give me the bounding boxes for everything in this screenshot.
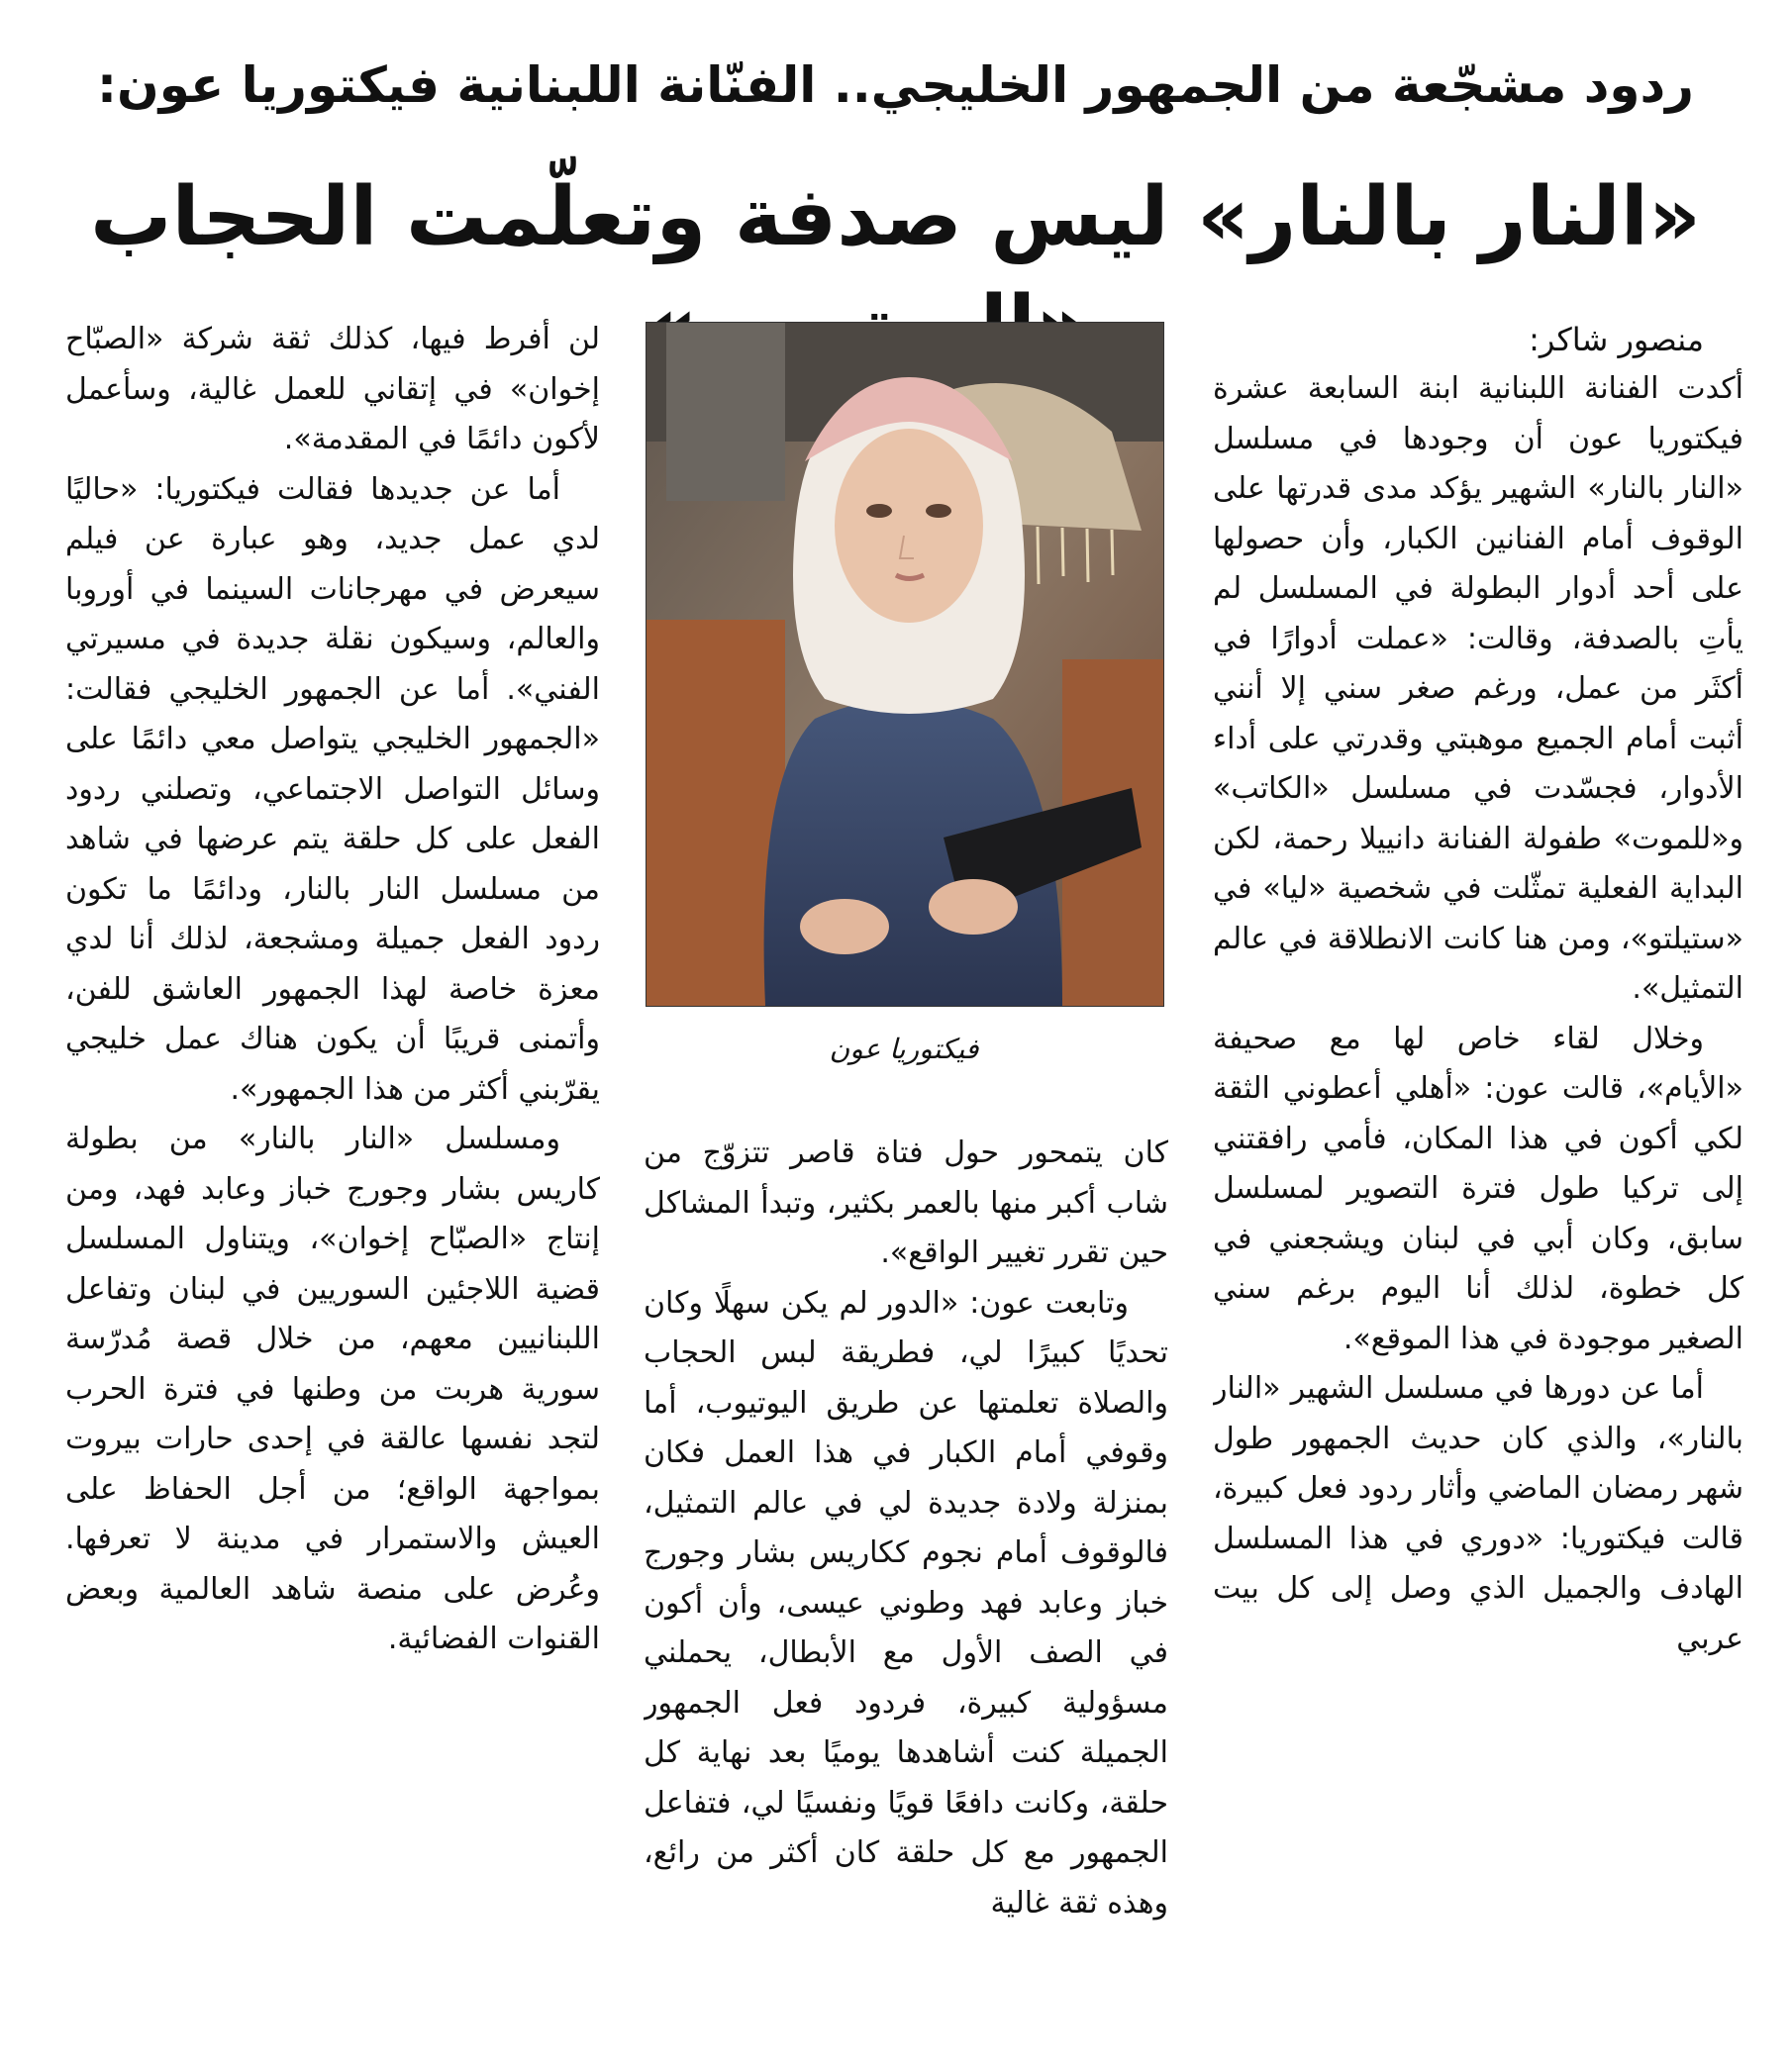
paragraph: وخلال لقاء خاص لها مع صحيفة «الأيام»، قالت عون: «أهلي أعطوني الثقة لكي أكون في هذا المكان، فأمي رافقتني إلى تركيا طول فترة التصوير لمسلسل سابق، وكان أبي في لبنان ويشجعني في كل خطوة، لذلك أنا اليوم برغم سني الصغير موجودة في هذا الموقع». [1213,1021,1743,1356]
article-kicker: ردود مشجّعة من الجمهور الخليجي.. الفنّانة اللبنانية فيكتوريا عون: [97,56,1694,114]
byline: منصور شاكر: [1529,321,1704,358]
paragraph: ومسلسل «النار بالنار» من بطولة كاريس بشار وجورج خباز وعابد فهد، ومن إنتاج «الصبّاح إخوان»، ويتناول المسلسل قضية اللاجئين السوريين في لبنان وتفاعل اللبنانيين معهم، من خلال قصة مُدرّسة سورية هربت من وطنها في فترة الحرب لتجد نفسها عالقة في إحدى حارات بيروت بمواجهة الواقع؛ من أجل الحفاظ على العيش والاستمرار في مدينة لا تعرفها. وعُرض على منصة شاهد العالمية وبعض القنوات الفضائية. [65,1122,600,1656]
paragraph: أما عن دورها في مسلسل الشهير «النار بالنار»، والذي كان حديث الجمهور طول شهر رمضان الماضي وأثار ردود فعل كبيرة، قالت فيكتوريا: «دوري في هذا المسلسل الهادف والجميل الذي وصل إلى كل بيت عربي [1213,1371,1743,1656]
portrait-illustration [647,323,1163,1006]
paragraph: أكدت الفنانة اللبنانية ابنة السابعة عشرة فيكتوريا عون أن وجودها في مسلسل «النار بالنار» الشهير يؤكد مدى قدرتها على الوقوف أمام الفنانين الكبار، وأن حصولها على أحد أدوار البطولة في المسلسل لم يأتِ بالصدفة، وقالت: «عملت أدوارًا في أكثَر من عمل، ورغم صغر سني إلا أنني أثبت أمام الجميع موهبتي وقدرتي على أداء الأدوار، فجسّدت في مسلسل «الكاتب» و«للموت» طفولة الفنانة دانييلا رحمة، لكن البداية الفعلية تمثّلت في شخصية «ليا» في «ستيلتو»، ومن هنا كانت الانطلاقة في عالم التمثيل». [1213,371,1743,1006]
paragraph: لن أفرط فيها، كذلك ثقة شركة «الصبّاح إخوان» في إتقاني للعمل غالية، وسأعمل لأكون دائمًا في المقدمة». [65,322,600,456]
article-photo [646,322,1164,1007]
column-middle [644,1129,1168,2057]
paragraph: أما عن جديدها فقالت فيكتوريا: «حاليًا لدي عمل جديد، وهو عبارة عن فيلم سيعرض في مهرجانات السينما في أوروبا والعالم، وسيكون نقلة جديدة في مسيرتي الفني». أما عن الجمهور الخليجي فقالت: «الجمهور الخليجي يتواصل معي دائمًا على وسائل التواصل الاجتماعي، وتصلني ردود الفعل على كل حلقة يتم عرضها في شاهد من مسلسل النار بالنار، ودائمًا ما تكون ردود الفعل جميلة ومشجعة، لذلك أنا لدي معزة خاصة لهذا الجمهور العاشق للفن، وأتمنى قريبًا أن يكون هناك عمل خليجي يقرّبني أكثر من هذا الجمهور». [65,471,600,1107]
article-headline: «النار بالنار» ليس صدفة وتعلّمت الحجاب [90,170,1701,264]
paragraph: وتابعت عون: «الدور لم يكن سهلًا وكان تحديًا كبيرًا لي، فطريقة لبس الحجاب والصلاة تعلمتها عن طريق اليوتيوب، أما وقوفي أمام الكبار في هذا العمل فكان بمنزلة ولادة جديدة لي في عالم التمثيل، فالوقوف أمام نجوم ككاريس بشار وجورج خباز وعابد فهد وطوني عيسى، وأن أكون في الصف الأول مع الأبطال، يحملني مسؤولية كبيرة، فردود فعل الجمهور الجميلة كنت أشاهدها يوميًا بعد نهاية كل حلقة، وكانت دافعًا قويًا ونفسيًا لي، فتفاعل الجمهور مع كل حلقة كان أكثر من رائع، وهذه ثقة غالية [644,1285,1168,1921]
column-left [65,315,600,2057]
photo-caption: فيكتوريا عون [829,1033,979,1065]
column-right [1213,315,1743,2057]
paragraph: كان يتمحور حول فتاة قاصر تتزوّج من شاب أكبر منها بالعمر بكثير، وتبدأ المشاكل حين تقرر تغيير الواقع». [644,1135,1168,1270]
